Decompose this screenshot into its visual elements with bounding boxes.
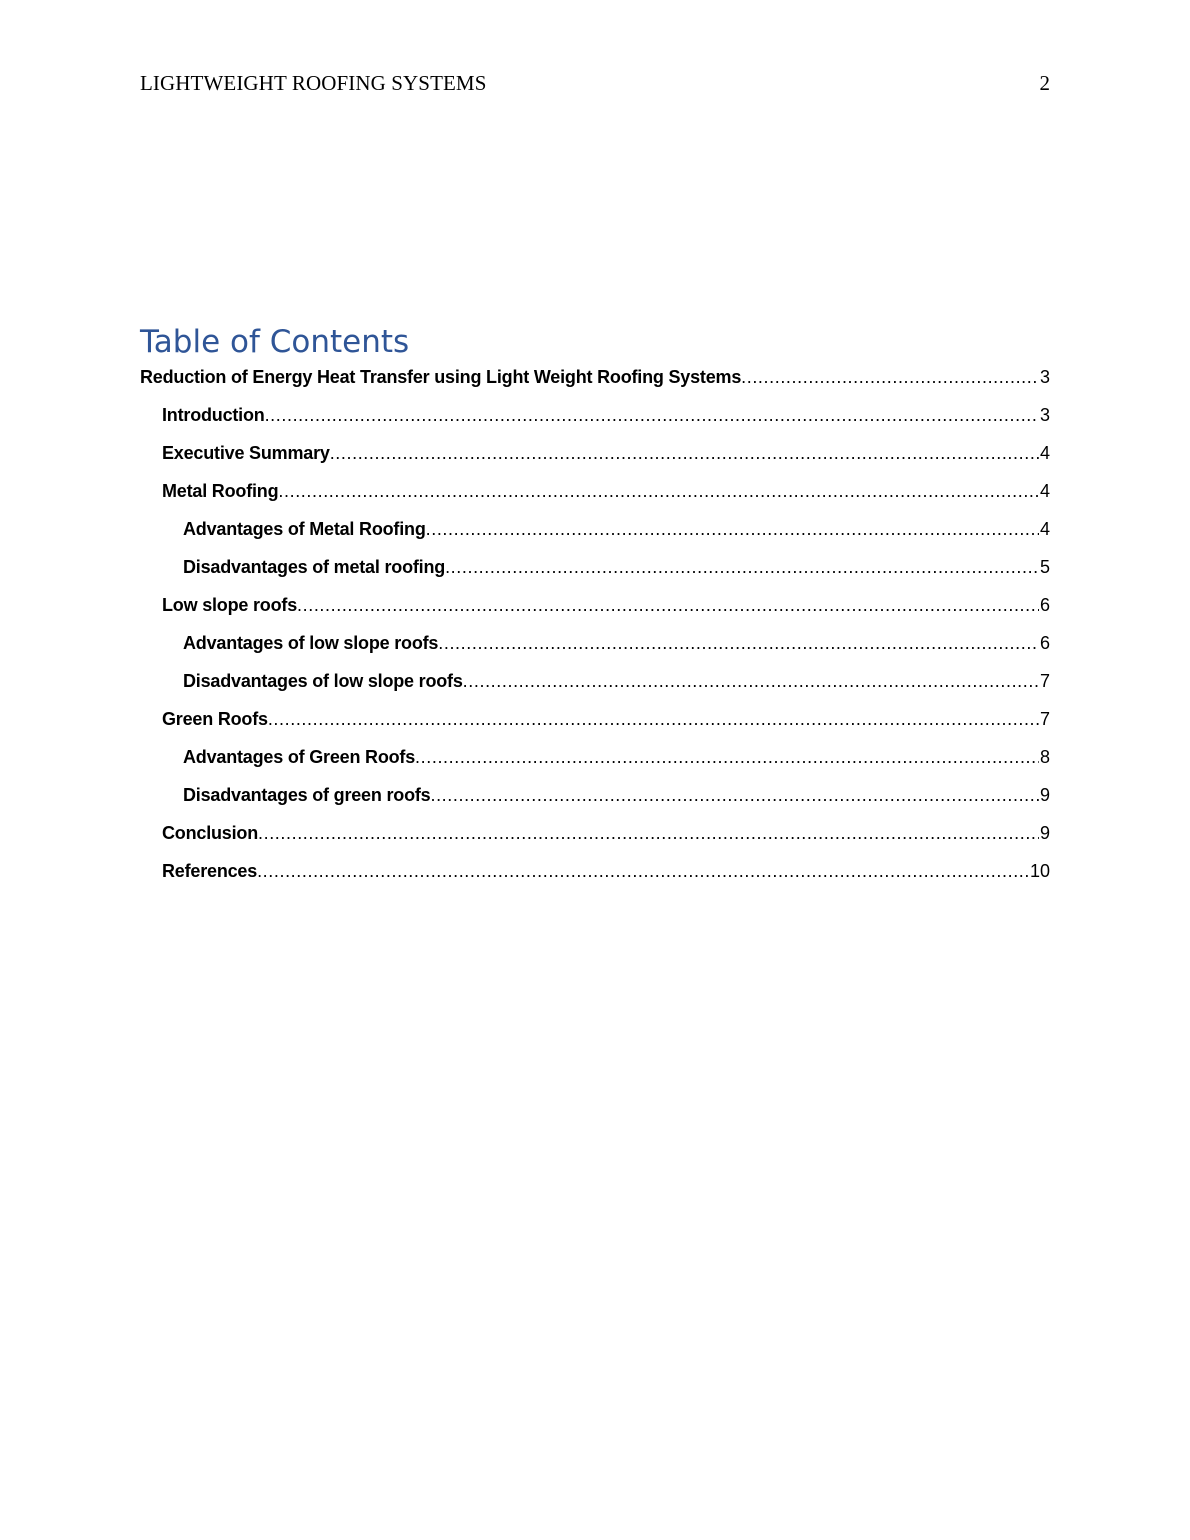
page-number: 2 <box>1039 71 1050 95</box>
toc-heading: Table of Contents <box>140 324 410 360</box>
toc-entry-page: 3 <box>1039 367 1050 387</box>
toc-entry-title: Disadvantages of low slope roofs <box>183 671 463 691</box>
toc-entry-page: 6 <box>1039 633 1050 653</box>
toc-entry-page: 3 <box>1039 405 1050 425</box>
toc-entry-page: 10 <box>1029 861 1050 881</box>
toc-entry-title: Executive Summary <box>162 443 330 463</box>
toc-dot-leader <box>258 818 1039 848</box>
toc-entry-page: 6 <box>1039 595 1050 615</box>
toc-entry[interactable] <box>140 438 1050 476</box>
toc-entry[interactable] <box>140 476 1050 514</box>
toc-entry-page: 9 <box>1039 823 1050 843</box>
toc-entry[interactable] <box>140 514 1050 552</box>
running-head-title: LIGHTWEIGHT ROOFING SYSTEMS <box>140 71 487 95</box>
toc-entry-page: 5 <box>1039 557 1050 577</box>
toc-entry-title: References <box>162 861 258 881</box>
toc-entry-title: Green Roofs <box>162 709 268 729</box>
toc-list <box>140 362 1050 894</box>
toc-entry-title: Advantages of low slope roofs <box>183 633 439 653</box>
toc-entry[interactable] <box>140 742 1050 780</box>
toc-dot-leader <box>297 590 1039 620</box>
toc-entry-page: 4 <box>1039 519 1050 539</box>
toc-dot-leader <box>330 438 1039 468</box>
toc-entry[interactable] <box>140 362 1050 400</box>
toc-entry-title: Low slope roofs <box>162 595 298 615</box>
toc-dot-leader <box>268 704 1039 734</box>
toc-entry-page: 7 <box>1039 671 1050 691</box>
toc-entry-page: 4 <box>1039 481 1050 501</box>
toc-dot-leader <box>257 856 1029 886</box>
toc-entry[interactable] <box>140 780 1050 818</box>
toc-dot-leader <box>430 780 1039 810</box>
running-header <box>140 71 1050 99</box>
toc-entry[interactable] <box>140 400 1050 438</box>
toc-entry-page: 9 <box>1039 785 1050 805</box>
toc-entry-page: 8 <box>1039 747 1050 767</box>
toc-entry-title: Metal Roofing <box>162 481 279 501</box>
toc-dot-leader <box>463 666 1039 696</box>
toc-dot-leader <box>741 362 1039 392</box>
toc-entry[interactable] <box>140 590 1050 628</box>
toc-dot-leader <box>445 552 1039 582</box>
toc-entry[interactable] <box>140 704 1050 742</box>
toc-entry-page: 4 <box>1039 443 1050 463</box>
toc-entry-title: Advantages of Metal Roofing <box>183 519 426 539</box>
toc-entry-title: Disadvantages of metal roofing <box>183 557 446 577</box>
toc-entry-title: Conclusion <box>162 823 258 843</box>
table-of-contents <box>140 322 1050 894</box>
toc-dot-leader <box>426 514 1039 544</box>
toc-dot-leader <box>415 742 1039 772</box>
toc-entry-title: Introduction <box>162 405 265 425</box>
toc-entry[interactable] <box>140 666 1050 704</box>
toc-dot-leader <box>278 476 1039 506</box>
toc-entry-title: Reduction of Energy Heat Transfer using Light Weight Roofing Systems <box>140 367 742 387</box>
toc-entry[interactable] <box>140 818 1050 856</box>
toc-dot-leader <box>265 400 1039 430</box>
toc-entry[interactable] <box>140 552 1050 590</box>
toc-entry-title: Disadvantages of green roofs <box>183 785 431 805</box>
toc-entry-page: 7 <box>1039 709 1050 729</box>
toc-entry[interactable] <box>140 856 1050 894</box>
toc-dot-leader <box>438 628 1039 658</box>
toc-entry-title: Advantages of Green Roofs <box>183 747 416 767</box>
toc-entry[interactable] <box>140 628 1050 666</box>
